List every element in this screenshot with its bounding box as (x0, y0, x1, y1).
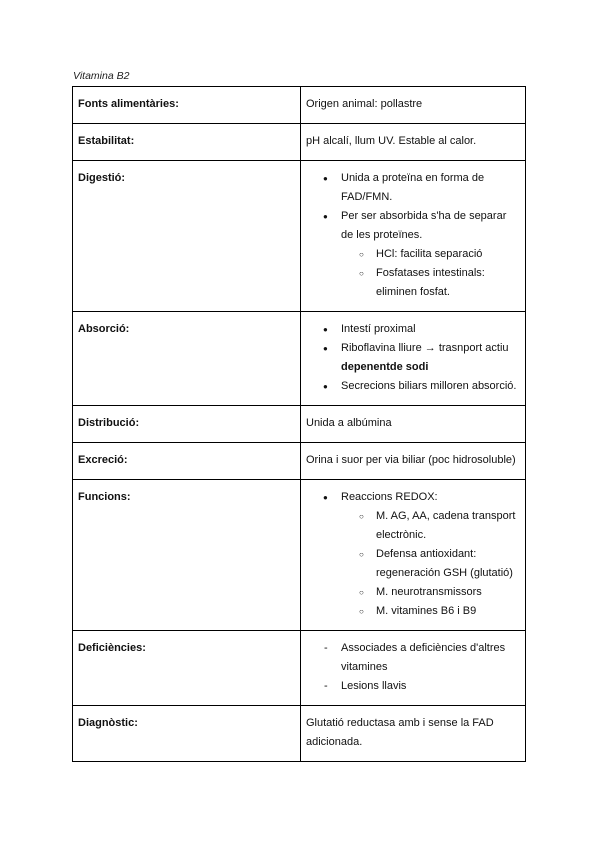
row-value: pH alcalí, llum UV. Estable al calor. (301, 124, 526, 161)
sub-list-item: ○ Fosfatases intestinals: eliminen fosfat. (376, 264, 520, 302)
table-row (73, 480, 526, 631)
row-label: Digestió: (73, 161, 301, 312)
list-item: - Associades a deficiències d'altres vitamines (341, 639, 520, 677)
list-item: ● Unida a proteïna en forma de FAD/FMN. (341, 169, 520, 207)
sub-list (341, 245, 520, 302)
sub-list-item: ○ HCl: facilita separació (376, 245, 520, 264)
table-row (73, 87, 526, 124)
table-row (73, 161, 526, 312)
dash-list (306, 639, 520, 696)
list-item: - Lesions llavis (341, 677, 520, 696)
list-item-bold-text: depenentde sodi (341, 361, 429, 373)
sub-list-item: ○ M. AG, AA, cadena transport electrònic. (376, 507, 520, 545)
table-row (73, 406, 526, 443)
row-label: Excreció: (73, 443, 301, 480)
sub-list-item: ○ M. vitamines B6 i B9 (376, 602, 520, 621)
table-row (73, 312, 526, 406)
row-value: Origen animal: pollastre (301, 87, 526, 124)
row-value: Glutatió reductasa amb i sense la FAD adicionada. (301, 706, 526, 762)
list-item-text: Riboflavina lliure → trasnport actiu (341, 342, 509, 354)
list-item: ● Secrecions biliars milloren absorció. (341, 377, 520, 396)
row-label: Estabilitat: (73, 124, 301, 161)
row-label: Funcions: (73, 480, 301, 631)
sub-list (341, 507, 520, 621)
row-value (301, 312, 526, 406)
row-value (301, 631, 526, 706)
row-value (301, 480, 526, 631)
document-title: Vitamina B2 (73, 70, 130, 82)
list-item (341, 339, 520, 377)
bullet-list (306, 320, 520, 396)
table-row (73, 124, 526, 161)
table-row (73, 706, 526, 762)
list-item-text: Reaccions REDOX: (341, 491, 438, 503)
row-label: Distribució: (73, 406, 301, 443)
row-value: Orina i suor per via biliar (poc hidrosoluble) (301, 443, 526, 480)
list-item (341, 207, 520, 302)
vitamin-info-table (72, 86, 526, 762)
table-row (73, 443, 526, 480)
list-item-text: Per ser absorbida s'ha de separar de les proteïnes. (341, 210, 507, 241)
table-row (73, 631, 526, 706)
bullet-list (306, 488, 520, 621)
row-value: Unida a albúmina (301, 406, 526, 443)
sub-list-item: ○ Defensa antioxidant: regeneración GSH (glutatió) (376, 545, 520, 583)
row-label: Fonts alimentàries: (73, 87, 301, 124)
list-item: ● Intestí proximal (341, 320, 520, 339)
row-label: Diagnòstic: (73, 706, 301, 762)
row-value (301, 161, 526, 312)
bullet-list (306, 169, 520, 302)
row-label: Deficiències: (73, 631, 301, 706)
sub-list-item: ○ M. neurotransmissors (376, 583, 520, 602)
row-label: Absorció: (73, 312, 301, 406)
list-item (341, 488, 520, 621)
